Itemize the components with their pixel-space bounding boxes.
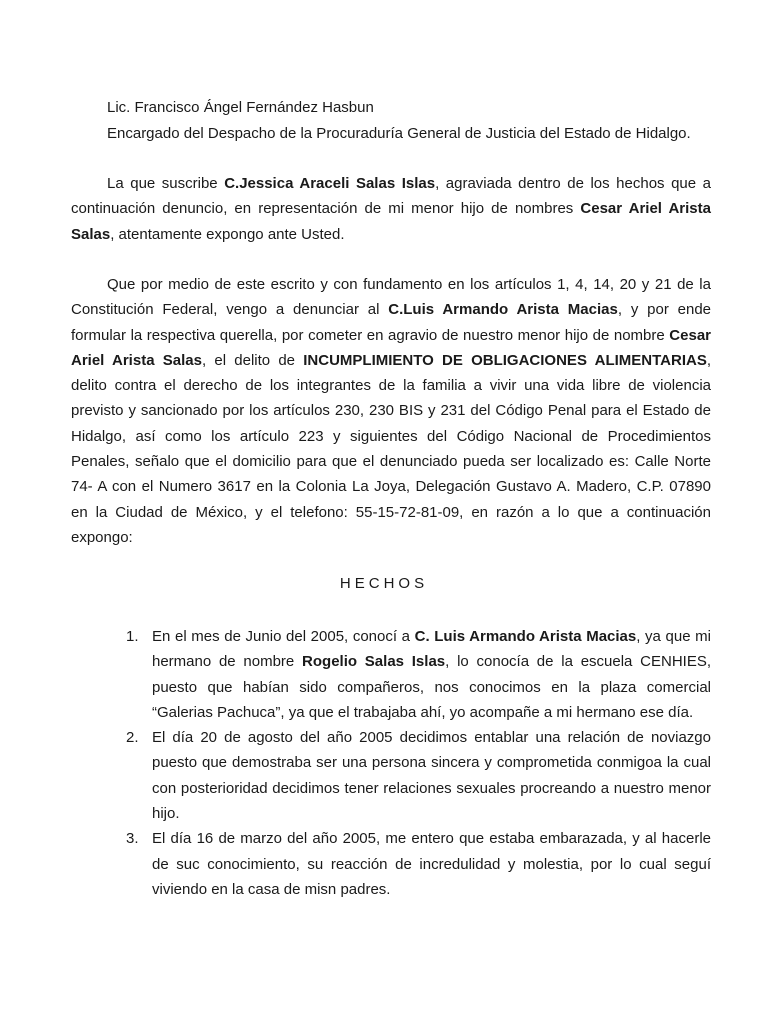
addressee-role: Encargado del Despacho de la Procuraduría General de Justicia del Estado de Hidalgo. <box>107 124 691 142</box>
addressee-block <box>107 95 691 146</box>
child-name: Cesar Ariel Arista <box>580 200 711 218</box>
list-item: 2. El día 20 de agosto del año 2005 decidimos entablar una relación de noviazgo puesto que demostraba ser una persona sincera y comprometida conmigoa la cual con posterioridad decidimos tener relaciones sexuales procreando a nuestro menor hijo. <box>126 729 711 823</box>
complaint-paragraph: Que por medio de este escrito y con fundamento en los artículos 1, 4, 14, 20 y 21 de la Constitución Federal, vengo a denunciar al C.Luis Armando Arista Macias, y por ende formular la respectiva querella, por cometer en agravio de nuestro menor hijo de nombre Cesar Ariel Arista Salas, el delito de INCUMPLIMIENTO DE OBLIGACIONES ALIMENTARIAS, delito contra el derecho de los integrantes de la familia a vivir una vida libre de violencia previsto y sancionado por los artículos 230, 230 BIS y 231 del Código Penal para el Estado de Hidalgo, así como los artículo 223 y siguientes del Código Nacional de Procedimientos Penales, señalo que el domicilio para que el denunciado pueda ser localizado es: Calle Norte 74- A con el Numero 3617 en la Colonia La Joya, Delegación Gustavo A. Madero, C.P. 07890 en la Ciudad de México, y el telefono: 55-15-72-81-09, en razón a lo que a continuación expongo: <box>71 276 712 546</box>
list-item: 3. El día 16 de marzo del año 2005, me entero que estaba embarazada, y al hacerle de suc conocimiento, su reacción de incredulidad y molestia, por lo cual seguí viviendo en la casa de misn padres. <box>126 830 711 898</box>
list-item: 1. En el mes de Junio del 2005, conocí a C. Luis Armando Arista Macias, ya que mi hermano de nombre Rogelio Salas Islas, lo conocía de la escuela CENHIES, puesto que habían sido compañeros, nos conocimos en la plaza comercial “Galerias Pachuca”, ya que el trabajaba ahí, yo acompañe a mi hermano ese día. <box>126 628 712 721</box>
facts-list <box>126 624 711 902</box>
section-heading: HECHOS <box>339 575 429 592</box>
addressee-name: Lic. Francisco Ángel Fernández Hasbun <box>107 99 374 116</box>
accused-name: C.Luis Armando Arista Macias <box>388 301 618 319</box>
intro-paragraph: La que suscribe C.Jessica Araceli Salas Islas, agraviada dentro de los hechos que a continuación denuncio, en representación de mi menor hijo de nombres Cesar Ariel Arista Salas, atentamente expongo ante Usted. <box>71 175 711 243</box>
offense-name: INCUMPLIMIENTO DE OBLIGACIONES ALIMENTARIAS <box>303 351 707 369</box>
complainant-name: C.Jessica Araceli Salas Islas <box>224 175 436 192</box>
